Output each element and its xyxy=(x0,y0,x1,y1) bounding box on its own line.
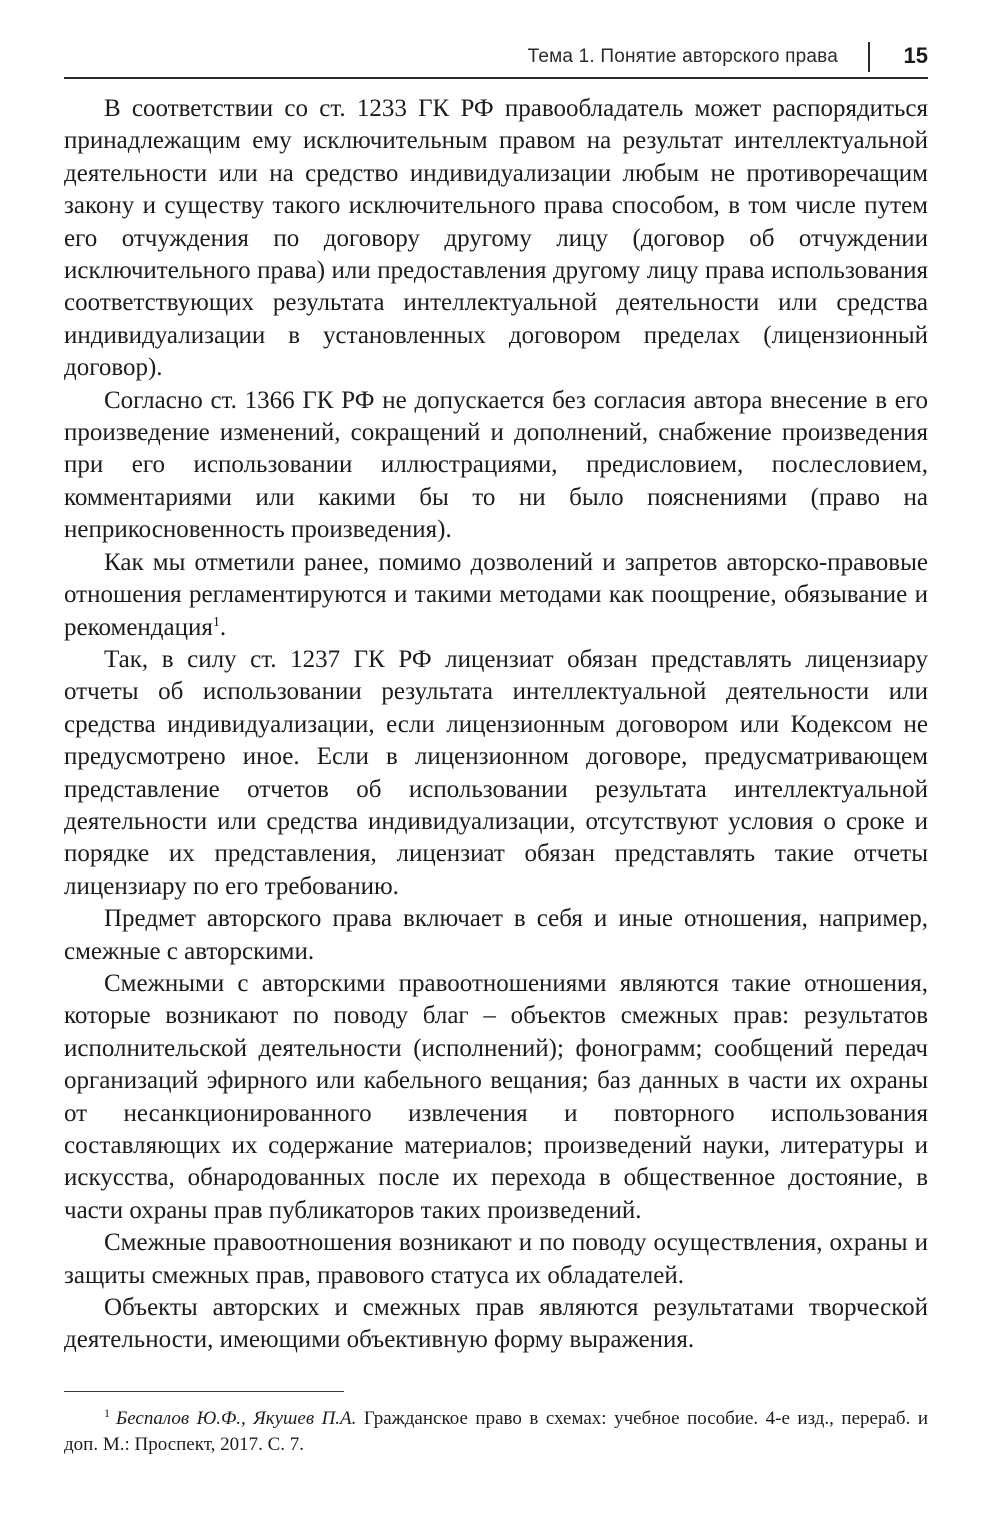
running-header xyxy=(64,38,928,78)
page-number: 15 xyxy=(903,43,928,68)
paragraph: Смежными с авторскими правоотношениями являются такие отношения, которые возникают по поводу благ – объектов смежных прав: результатов исполнительской деятельности (исполнений); фонограмм; сообщений передач организаций эфирного или кабельного вещания; баз данных в части их охраны от несанкционированного извлечения и повторного использования составляющих их содержание материалов; произведений науки, литературы и искусства, обнародованных после их перехода в общественное достояние, в части охраны прав публикаторов таких произведений. xyxy=(64,969,928,1224)
footnote-reference[interactable]: 1 xyxy=(212,614,220,630)
paragraph: Предмет авторского права включает в себя и иные отношения, например, смежные с авторскими. xyxy=(64,905,928,965)
paragraph: В соответствии со ст. 1233 ГК РФ правообладатель может распорядиться принадлежащим ему исключительным правом на результат интеллектуальной деятельности или на средство индивидуализации любым не противоречащим закону и существу такого исключительного права способом, в том числе путем его отчуждения по договору другому лицу (договор об отчуждении исключительного права) или предоставления другому лицу права использования соответствующих результата интеллектуальной деятельности или средства индивидуализации в установленных договором пределах (лицензионный договор). xyxy=(64,95,928,382)
paragraph-end-punct: . xyxy=(219,613,227,641)
footnote-marker: 1 xyxy=(104,1406,110,1420)
paragraph-text: Как мы отметили ранее, помимо дозволений и запретов авторско-правовые отношения регламентируются и такими методами как поощрение, обязывание и рекомендация xyxy=(64,548,928,641)
footnote-text: Гражданское право в схемах: учебное пособие. 4-е изд., перераб. и доп. М.: Проспект, 2017. С. 7. xyxy=(64,1408,928,1455)
paragraph-with-footnote-ref xyxy=(64,547,928,644)
footnote xyxy=(64,1406,928,1458)
paragraph: Согласно ст. 1366 ГК РФ не допускается без согласия автора внесение в его произведение изменений, сокращений и дополнений, снабжение произведения при его использовании иллюстрациями, предисловием, послесловием, комментариями или какими бы то ни было пояснениями (право на неприкосновенность произведения). xyxy=(64,386,928,544)
header-separator xyxy=(868,42,870,72)
footnote-rule xyxy=(64,1391,344,1392)
footnote-authors: Беспалов Ю.Ф., Якушев П.А. xyxy=(116,1408,357,1429)
paragraph: Так, в силу ст. 1237 ГК РФ лицензиат обязан представлять лицензиару отчеты об использовании результата интеллектуальной деятельности или средства индивидуализации, если лицензионным договором или Кодексом не предусмотрено иное. Если в лицензионном договоре, предусматривающем представление отчетов об использовании результата интеллектуальной деятельности или средства индивидуализации, отсутствуют условия о сроке и порядке их представления, лицензиат обязан представлять такие отчеты лицензиару по его требованию. xyxy=(64,645,928,900)
paragraph: Объекты авторских и смежных прав являются результатами творческой деятельности, имеющими объективную форму выражения. xyxy=(64,1294,928,1354)
chapter-title: Тема 1. Понятие авторского права xyxy=(527,46,838,67)
paragraph: Смежные правоотношения возникают и по поводу осуществления, охраны и защиты смежных прав, правового статуса их обладателей. xyxy=(64,1229,928,1289)
main-text xyxy=(64,93,928,1357)
header-rule xyxy=(64,77,928,79)
